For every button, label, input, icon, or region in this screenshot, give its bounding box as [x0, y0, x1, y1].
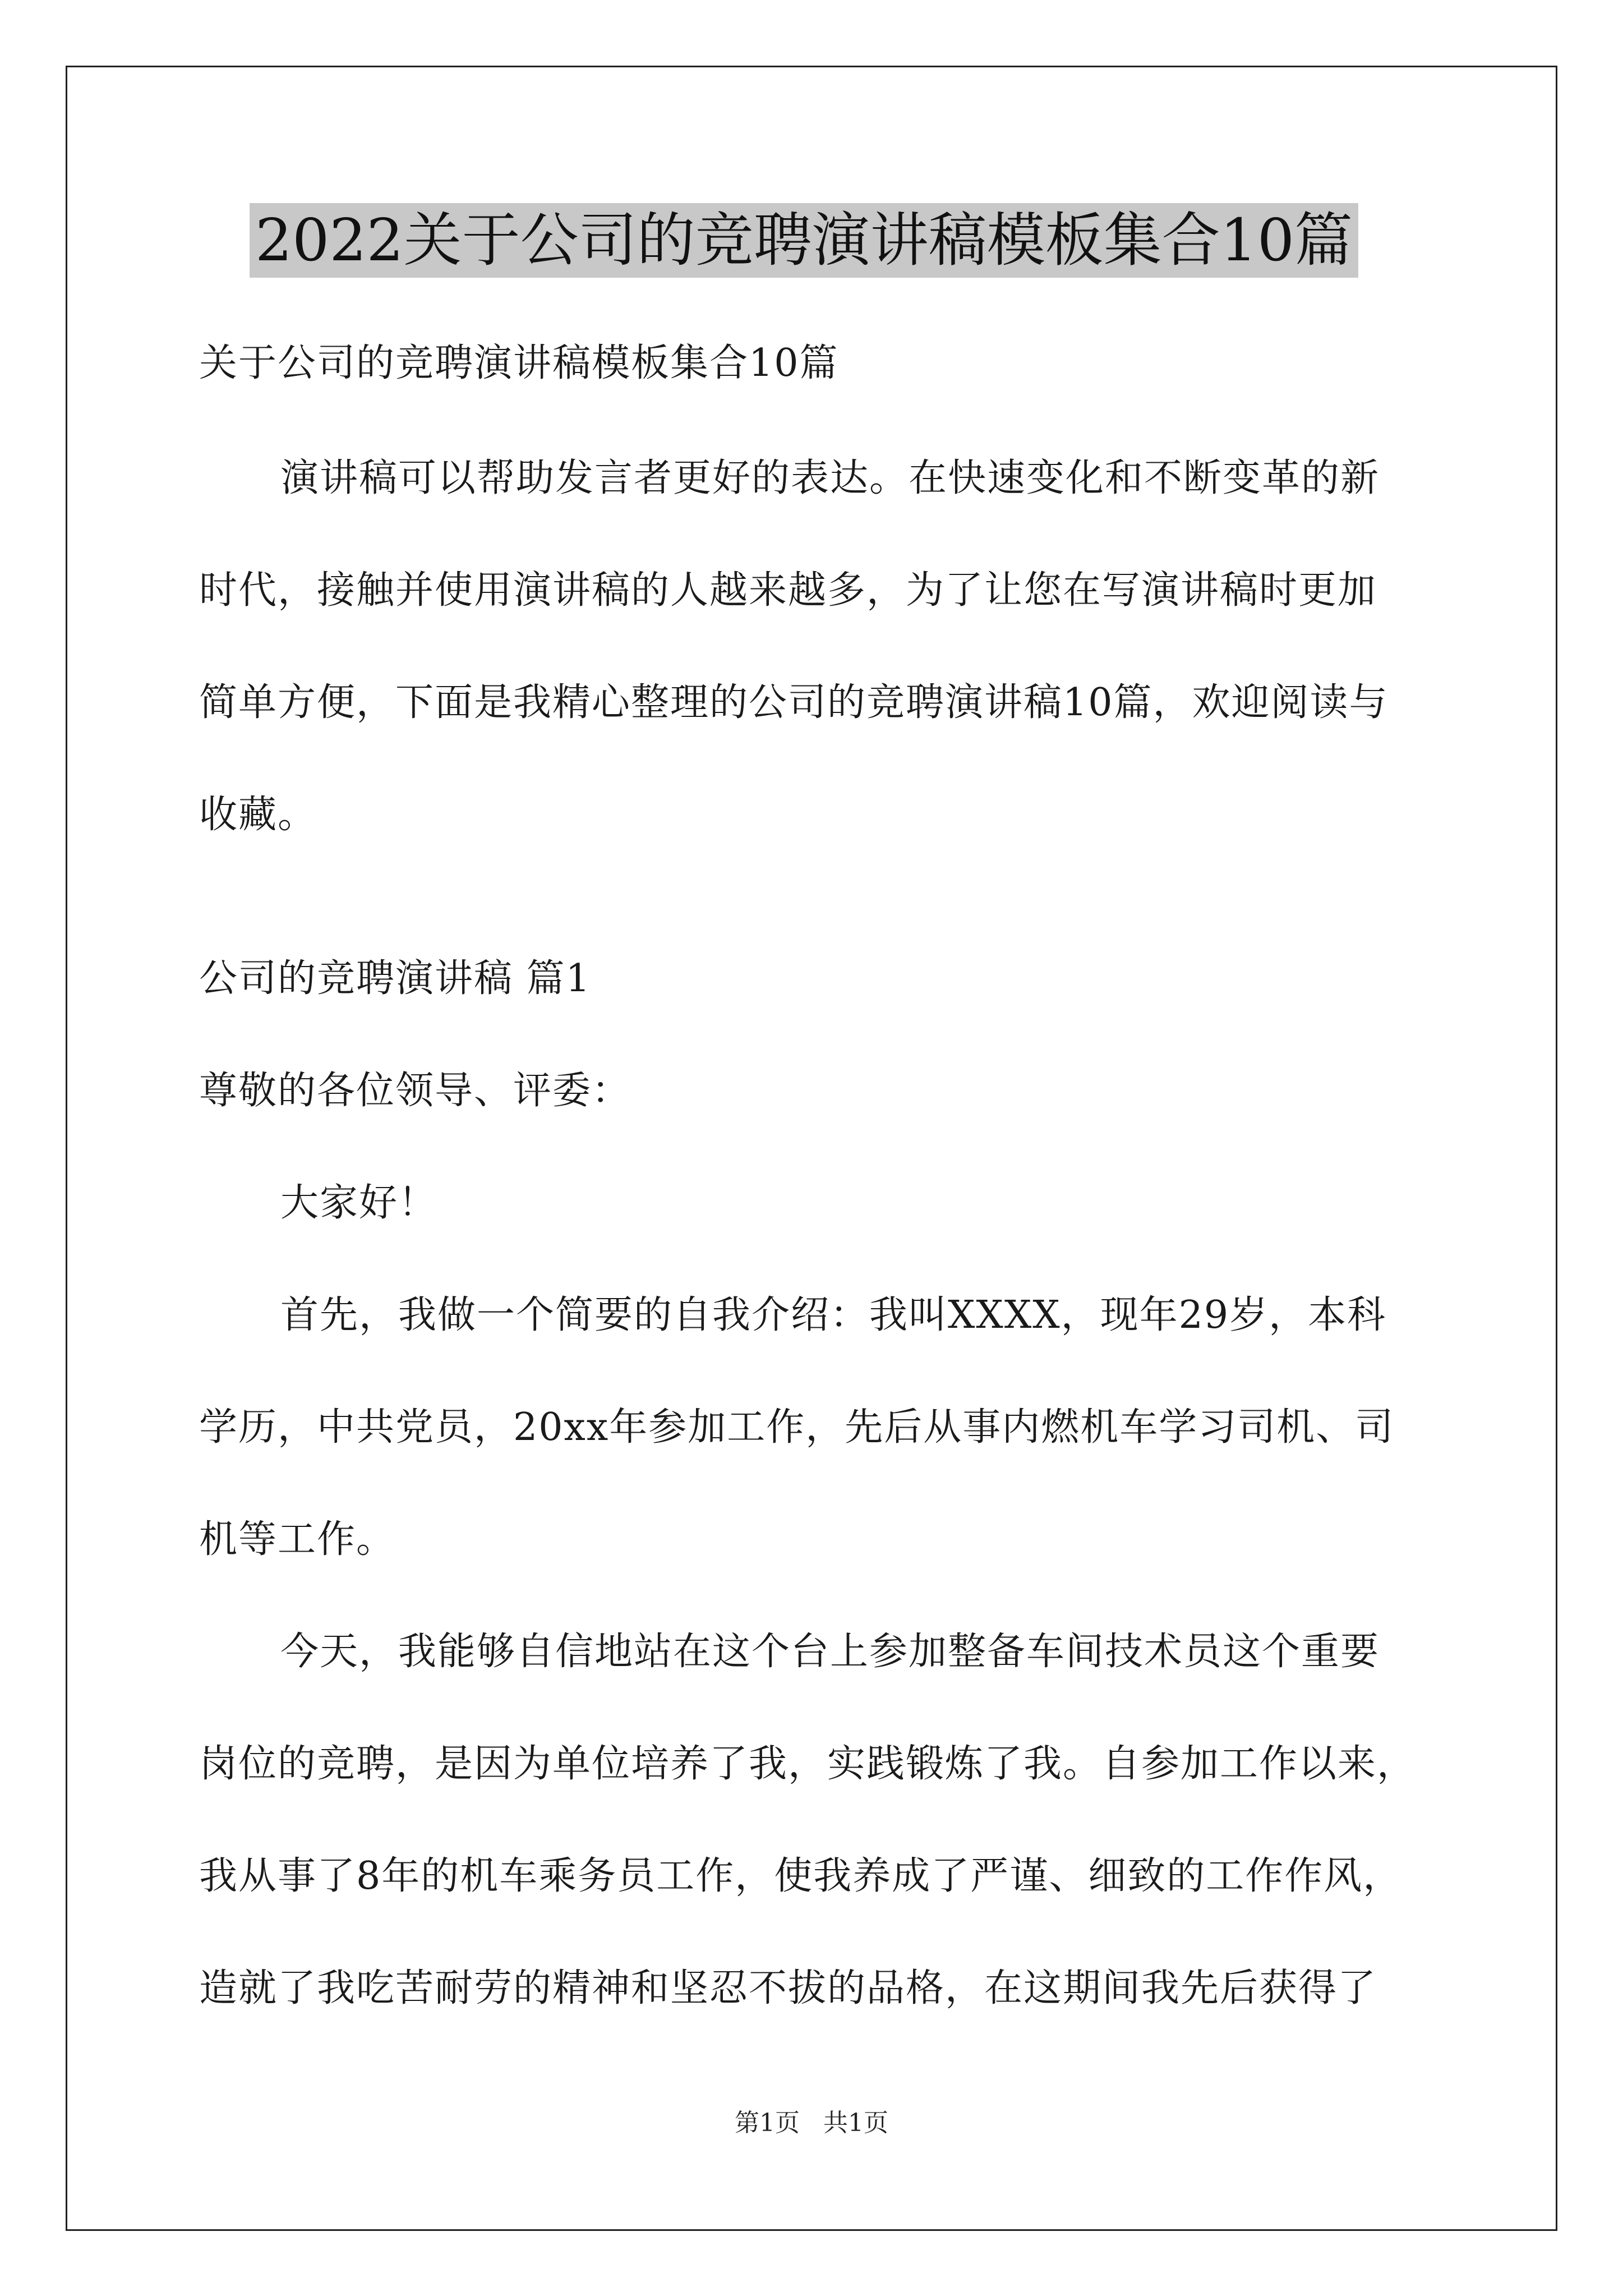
paragraph-line: 收藏。	[199, 793, 317, 837]
paragraph-line: 今天，我能够自信地站在这个台上参加整备车间技术员这个重要	[280, 1630, 1380, 1674]
document-title: 2022关于公司的竞聘演讲稿模板集合10篇	[250, 203, 1358, 278]
paragraph-line: 演讲稿可以帮助发言者更好的表达。在快速变化和不断变革的新	[280, 456, 1380, 500]
salutation-line: 尊敬的各位领导、评委：	[199, 1069, 631, 1113]
greeting-line: 大家好！	[280, 1181, 438, 1225]
section-heading: 公司的竞聘演讲稿 篇1	[199, 956, 591, 1001]
paragraph-line: 简单方便，下面是我精心整理的公司的竞聘演讲稿10篇，欢迎阅读与	[199, 680, 1389, 725]
page-footer	[0, 2106, 1623, 2140]
paragraph-line: 岗位的竞聘，是因为单位培养了我，实践锻炼了我。自参加工作以来，	[199, 1742, 1417, 1786]
paragraph-line: 我从事了8年的机车乘务员工作，使我养成了严谨、细致的工作作风，	[199, 1854, 1403, 1898]
subtitle-line: 关于公司的竞聘演讲稿模板集合10篇	[199, 341, 839, 385]
paragraph-line: 首先，我做一个简要的自我介绍：我叫XXXX，现年29岁，本科	[280, 1293, 1387, 1337]
page-total: 共1页	[823, 2109, 888, 2137]
paragraph-line: 造就了我吃苦耐劳的精神和坚忍不拔的品格，在这期间我先后获得了	[199, 1966, 1377, 2010]
paragraph-line: 学历，中共党员，20xx年参加工作，先后从事内燃机车学习司机、司	[199, 1405, 1395, 1450]
paragraph-line: 机等工作。	[199, 1517, 396, 1562]
page-number: 第1页	[735, 2109, 800, 2137]
paragraph-line: 时代，接触并使用演讲稿的人越来越多，为了让您在写演讲稿时更加	[199, 568, 1377, 613]
page-border	[66, 66, 1557, 2231]
